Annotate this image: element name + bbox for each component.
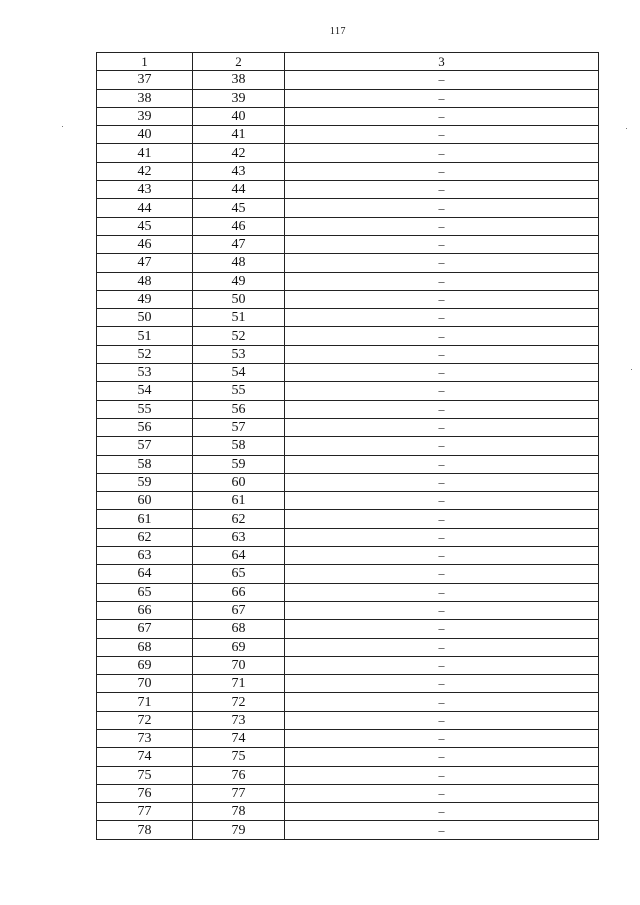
table-cell-col-3: –	[285, 71, 599, 89]
table-row	[97, 675, 599, 693]
table-cell-col-2: 55	[193, 382, 285, 400]
table-cell-col-3: –	[285, 309, 599, 327]
table-cell-col-1: 38	[97, 89, 193, 107]
table-row	[97, 803, 599, 821]
table-cell-col-1: 60	[97, 492, 193, 510]
table-cell-col-2: 44	[193, 181, 285, 199]
table-row	[97, 162, 599, 180]
table-cell-col-2: 73	[193, 711, 285, 729]
table-cell-col-3: –	[285, 675, 599, 693]
table-cell-col-1: 62	[97, 528, 193, 546]
table-cell-col-2: 69	[193, 638, 285, 656]
table-cell-col-3: –	[285, 656, 599, 674]
column-header-2: 2	[193, 53, 285, 71]
table-cell-col-1: 42	[97, 162, 193, 180]
table-cell-col-3: –	[285, 199, 599, 217]
table-cell-col-1: 44	[97, 199, 193, 217]
table-cell-col-2: 40	[193, 107, 285, 125]
table-cell-col-1: 66	[97, 601, 193, 619]
table-cell-col-2: 79	[193, 821, 285, 839]
table-row	[97, 492, 599, 510]
table-cell-col-3: –	[285, 492, 599, 510]
table-row	[97, 729, 599, 747]
table-cell-col-1: 71	[97, 693, 193, 711]
table-cell-col-2: 45	[193, 199, 285, 217]
table-cell-col-2: 74	[193, 729, 285, 747]
table-cell-col-2: 48	[193, 254, 285, 272]
table-row	[97, 382, 599, 400]
table-header	[97, 53, 599, 71]
table-cell-col-2: 78	[193, 803, 285, 821]
table-cell-col-2: 51	[193, 309, 285, 327]
table-cell-col-1: 58	[97, 455, 193, 473]
table-cell-col-3: –	[285, 473, 599, 491]
table-cell-col-1: 73	[97, 729, 193, 747]
table-row	[97, 254, 599, 272]
table-cell-col-2: 68	[193, 620, 285, 638]
table-cell-col-2: 41	[193, 126, 285, 144]
table-cell-col-1: 53	[97, 364, 193, 382]
table-cell-col-3: –	[285, 400, 599, 418]
table-cell-col-1: 57	[97, 437, 193, 455]
table-cell-col-1: 74	[97, 748, 193, 766]
table-row	[97, 821, 599, 839]
table-row	[97, 656, 599, 674]
table-cell-col-2: 46	[193, 217, 285, 235]
table-cell-col-3: –	[285, 290, 599, 308]
table-cell-col-1: 43	[97, 181, 193, 199]
table-cell-col-3: –	[285, 583, 599, 601]
table-row	[97, 144, 599, 162]
page-number: 117	[329, 26, 347, 37]
table-cell-col-1: 64	[97, 565, 193, 583]
table-row	[97, 528, 599, 546]
data-table	[96, 52, 599, 840]
table-cell-col-1: 45	[97, 217, 193, 235]
table-cell-col-1: 40	[97, 126, 193, 144]
table-cell-col-2: 67	[193, 601, 285, 619]
table-row	[97, 601, 599, 619]
table-cell-col-2: 71	[193, 675, 285, 693]
table-row	[97, 473, 599, 491]
table-cell-col-3: –	[285, 327, 599, 345]
table-cell-col-3: –	[285, 693, 599, 711]
table-cell-col-1: 52	[97, 345, 193, 363]
table-cell-col-1: 49	[97, 290, 193, 308]
table-cell-col-1: 72	[97, 711, 193, 729]
table-cell-col-2: 53	[193, 345, 285, 363]
table-cell-col-3: –	[285, 528, 599, 546]
table-cell-col-3: –	[285, 345, 599, 363]
table-cell-col-2: 54	[193, 364, 285, 382]
table-cell-col-3: –	[285, 89, 599, 107]
table-cell-col-1: 41	[97, 144, 193, 162]
table-cell-col-1: 48	[97, 272, 193, 290]
table-cell-col-3: –	[285, 547, 599, 565]
table-cell-col-3: –	[285, 455, 599, 473]
table-cell-col-1: 46	[97, 235, 193, 253]
table-cell-col-2: 43	[193, 162, 285, 180]
table-cell-col-3: –	[285, 254, 599, 272]
table-cell-col-2: 72	[193, 693, 285, 711]
table-cell-col-2: 59	[193, 455, 285, 473]
table-cell-col-1: 50	[97, 309, 193, 327]
table-cell-col-2: 77	[193, 784, 285, 802]
table-body	[97, 71, 599, 839]
table-cell-col-1: 65	[97, 583, 193, 601]
table-cell-col-2: 42	[193, 144, 285, 162]
table-cell-col-3: –	[285, 382, 599, 400]
table-cell-col-3: –	[285, 235, 599, 253]
table-cell-col-1: 39	[97, 107, 193, 125]
table-cell-col-2: 56	[193, 400, 285, 418]
table-cell-col-3: –	[285, 510, 599, 528]
table-row	[97, 748, 599, 766]
table-cell-col-2: 63	[193, 528, 285, 546]
table-cell-col-2: 47	[193, 235, 285, 253]
table-row	[97, 107, 599, 125]
table-cell-col-3: –	[285, 729, 599, 747]
table-cell-col-2: 76	[193, 766, 285, 784]
table-cell-col-3: –	[285, 601, 599, 619]
table-cell-col-3: –	[285, 364, 599, 382]
table-cell-col-1: 70	[97, 675, 193, 693]
table-cell-col-3: –	[285, 620, 599, 638]
table-row	[97, 181, 599, 199]
table-cell-col-2: 75	[193, 748, 285, 766]
table-row	[97, 418, 599, 436]
table-cell-col-1: 55	[97, 400, 193, 418]
table-row	[97, 309, 599, 327]
table-row	[97, 784, 599, 802]
table-cell-col-2: 52	[193, 327, 285, 345]
table-cell-col-2: 50	[193, 290, 285, 308]
table-cell-col-1: 69	[97, 656, 193, 674]
table-cell-col-2: 60	[193, 473, 285, 491]
column-header-1: 1	[97, 53, 193, 71]
table-cell-col-3: –	[285, 766, 599, 784]
table-cell-col-3: –	[285, 144, 599, 162]
table-row	[97, 126, 599, 144]
table-cell-col-1: 47	[97, 254, 193, 272]
table-row	[97, 327, 599, 345]
table-cell-col-3: –	[285, 126, 599, 144]
table-row	[97, 364, 599, 382]
table-cell-col-1: 77	[97, 803, 193, 821]
table-row	[97, 693, 599, 711]
table-cell-col-3: –	[285, 418, 599, 436]
header-row	[97, 53, 599, 71]
table-cell-col-1: 56	[97, 418, 193, 436]
table-cell-col-1: 75	[97, 766, 193, 784]
table-row	[97, 711, 599, 729]
table-row	[97, 620, 599, 638]
table-cell-col-2: 64	[193, 547, 285, 565]
table-cell-col-3: –	[285, 181, 599, 199]
table-row	[97, 235, 599, 253]
table-cell-col-3: –	[285, 162, 599, 180]
table-cell-col-1: 68	[97, 638, 193, 656]
table-cell-col-2: 49	[193, 272, 285, 290]
table-cell-col-1: 67	[97, 620, 193, 638]
table-cell-col-1: 37	[97, 71, 193, 89]
table-cell-col-3: –	[285, 784, 599, 802]
table-cell-col-3: –	[285, 437, 599, 455]
table-cell-col-3: –	[285, 748, 599, 766]
table-cell-col-3: –	[285, 565, 599, 583]
table-row	[97, 89, 599, 107]
table-row	[97, 638, 599, 656]
scan-speck	[631, 369, 632, 370]
table-cell-col-3: –	[285, 821, 599, 839]
table-row	[97, 290, 599, 308]
table-row	[97, 400, 599, 418]
table-row	[97, 437, 599, 455]
table-cell-col-2: 61	[193, 492, 285, 510]
table-cell-col-2: 66	[193, 583, 285, 601]
table-cell-col-1: 51	[97, 327, 193, 345]
table-row	[97, 345, 599, 363]
table-cell-col-3: –	[285, 711, 599, 729]
scan-speck	[62, 126, 63, 127]
table-cell-col-1: 78	[97, 821, 193, 839]
table-cell-col-2: 65	[193, 565, 285, 583]
table-cell-col-2: 62	[193, 510, 285, 528]
table-cell-col-3: –	[285, 803, 599, 821]
table-row	[97, 583, 599, 601]
table-row	[97, 217, 599, 235]
table-cell-col-3: –	[285, 272, 599, 290]
table-row	[97, 547, 599, 565]
table-cell-col-2: 38	[193, 71, 285, 89]
table-cell-col-1: 59	[97, 473, 193, 491]
column-header-3: 3	[285, 53, 599, 71]
table-cell-col-2: 70	[193, 656, 285, 674]
table-cell-col-3: –	[285, 638, 599, 656]
table-row	[97, 272, 599, 290]
table-cell-col-3: –	[285, 107, 599, 125]
table-row	[97, 199, 599, 217]
table-row	[97, 766, 599, 784]
table-cell-col-3: –	[285, 217, 599, 235]
table-row	[97, 455, 599, 473]
table-row	[97, 510, 599, 528]
table-cell-col-2: 57	[193, 418, 285, 436]
table-row	[97, 565, 599, 583]
table-cell-col-1: 54	[97, 382, 193, 400]
table-row	[97, 71, 599, 89]
scan-speck	[626, 128, 627, 129]
table-cell-col-1: 63	[97, 547, 193, 565]
table-cell-col-2: 58	[193, 437, 285, 455]
table-cell-col-2: 39	[193, 89, 285, 107]
table-cell-col-1: 61	[97, 510, 193, 528]
table-cell-col-1: 76	[97, 784, 193, 802]
